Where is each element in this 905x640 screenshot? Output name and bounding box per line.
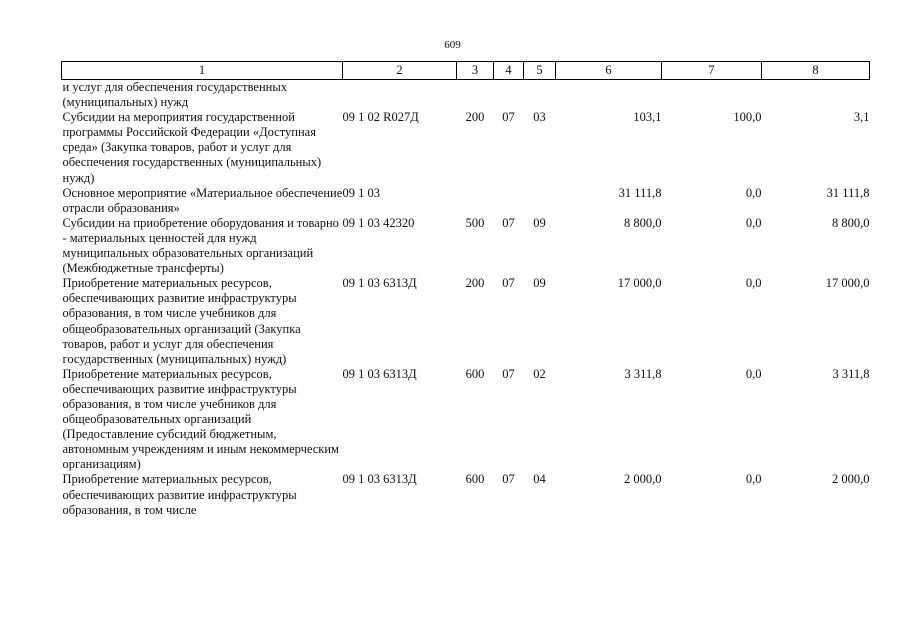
row-name-cell: Субсидии на приобретение оборудования и товарно - материальных ценностей для нужд муниципальных образовательных организаций (Межбюджетные трансферты)	[62, 215, 339, 276]
amount-cell: 17 000,0	[617, 276, 662, 291]
code-cell: 09 1 02 R027Д	[342, 110, 419, 125]
col-header-2: 2	[343, 62, 457, 80]
amount-cell: 2 000,0	[832, 472, 870, 487]
code-cell: 09 1 03	[342, 185, 380, 200]
col-header-4: 4	[494, 62, 524, 80]
code-cell: 09 1 03 6313Д	[342, 366, 417, 381]
col4-cell: 07	[502, 276, 515, 291]
col3-cell	[457, 186, 494, 216]
amount-cell	[662, 80, 762, 111]
code-cell: 09 1 03 6313Д	[342, 276, 417, 291]
table-row	[62, 110, 870, 185]
amount-cell	[762, 80, 870, 111]
col3-cell: 600	[465, 472, 485, 487]
col3-cell: 200	[465, 276, 485, 291]
col5-cell: 02	[533, 366, 546, 381]
row-name-cell: Приобретение материальных ресурсов, обеспечивающих развитие инфраструктуры образования, в том числе учебников для общеобразовательных организаций (Закупка товаров, работ и услуг для обеспечения государственных (муниципальных) нужд)	[62, 276, 301, 366]
table-row	[62, 80, 870, 111]
col-header-7: 7	[662, 62, 762, 80]
col-header-5: 5	[524, 62, 556, 80]
amount-cell: 0,0	[745, 366, 762, 381]
amount-cell: 0,0	[745, 472, 762, 487]
col5-cell: 09	[533, 215, 546, 230]
amount-cell: 0,0	[745, 185, 762, 200]
amount-cell: 2 000,0	[624, 472, 662, 487]
col5-cell	[524, 186, 556, 216]
amount-cell: 8 800,0	[832, 215, 870, 230]
row-name-cell: Субсидии на мероприятия государственной программы Российской Федерации «Доступная среда» (Закупка товаров, работ и услуг для обеспечения государственных (муниципальных) нужд)	[62, 110, 322, 185]
col4-cell: 07	[502, 366, 515, 381]
col3-cell: 500	[465, 215, 485, 230]
table-row	[62, 472, 870, 517]
col4-cell: 07	[502, 110, 515, 125]
col3-cell	[457, 80, 494, 111]
code-cell: 09 1 03 6313Д	[342, 472, 417, 487]
col5-cell	[524, 80, 556, 111]
budget-table	[61, 61, 870, 518]
amount-cell: 8 800,0	[624, 215, 662, 230]
amount-cell: 100,0	[733, 110, 762, 125]
amount-cell: 103,1	[633, 110, 662, 125]
amount-cell	[556, 80, 662, 111]
table-row	[62, 186, 870, 216]
row-name-cell: и услуг для обеспечения государственных (муниципальных) нужд	[62, 80, 287, 110]
col4-cell	[494, 80, 524, 111]
amount-cell: 0,0	[745, 215, 762, 230]
table-row	[62, 216, 870, 276]
row-name-cell: Основное мероприятие «Материальное обеспечение отрасли образования»	[62, 185, 343, 215]
amount-cell: 3 311,8	[832, 366, 870, 381]
row-name-cell: Приобретение материальных ресурсов, обеспечивающих развитие инфраструктуры образования, в том числе	[62, 472, 297, 517]
amount-cell: 31 111,8	[618, 185, 662, 200]
row-name-cell: Приобретение материальных ресурсов, обеспечивающих развитие инфраструктуры образования, в том числе учебников для общеобразовательных организаций (Предоставление субсидий бюджетным, автономным учреждениям и иным некоммерческим организациям)	[62, 366, 339, 472]
col-header-6: 6	[556, 62, 662, 80]
amount-cell: 17 000,0	[825, 276, 870, 291]
col-header-3: 3	[457, 62, 494, 80]
table-row	[62, 367, 870, 473]
col-header-8: 8	[762, 62, 870, 80]
amount-cell: 0,0	[745, 276, 762, 291]
col4-cell: 07	[502, 215, 515, 230]
amount-cell: 3,1	[853, 110, 870, 125]
code-cell	[343, 80, 457, 111]
col5-cell: 04	[533, 472, 546, 487]
col-header-1: 1	[62, 62, 343, 80]
col5-cell: 03	[533, 110, 546, 125]
col3-cell: 200	[465, 110, 485, 125]
col4-cell	[494, 186, 524, 216]
col5-cell: 09	[533, 276, 546, 291]
table-row	[62, 276, 870, 367]
col4-cell: 07	[502, 472, 515, 487]
amount-cell: 31 111,8	[826, 185, 870, 200]
col3-cell: 600	[465, 366, 485, 381]
amount-cell: 3 311,8	[624, 366, 662, 381]
code-cell: 09 1 03 42320	[342, 215, 415, 230]
page-number: 609	[444, 39, 461, 51]
header-row	[62, 62, 870, 80]
